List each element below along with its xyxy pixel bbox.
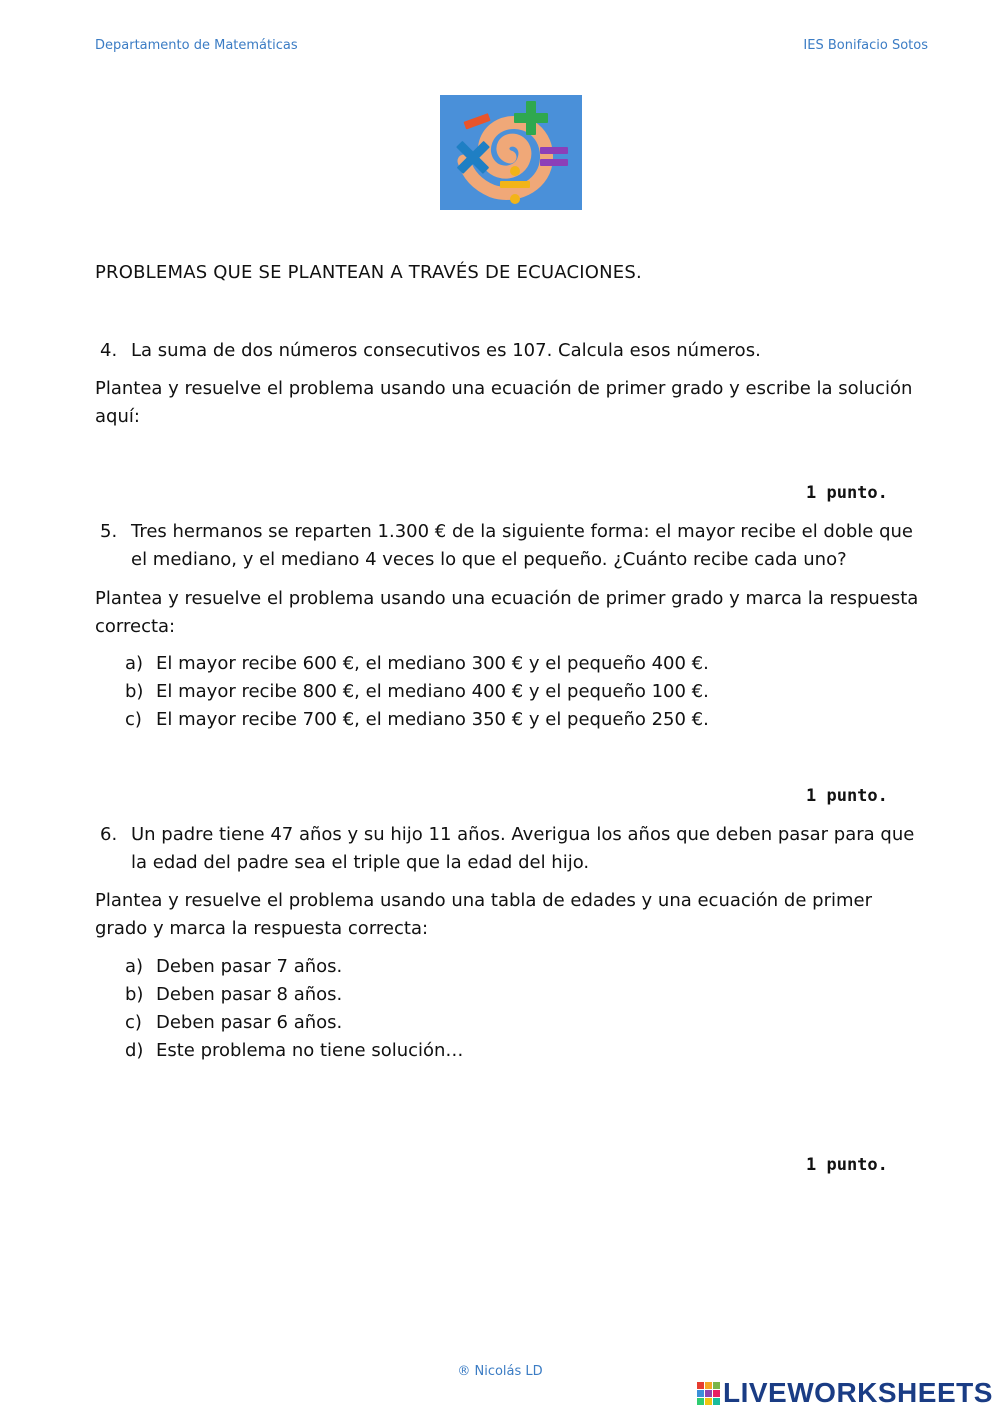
question-text: La suma de dos números consecutivos es 107. Calcula esos números. [131, 340, 761, 361]
logo-tile [697, 1382, 704, 1389]
question-text: Un padre tiene 47 años y su hijo 11 años. Averigua los años que deben pasar para que la edad del padre sea el triple que la edad del hijo. [131, 824, 915, 873]
question-number: 5. [100, 521, 118, 542]
footer-credit: ® Nicolás LD [457, 1364, 543, 1379]
option-text: El mayor recibe 700 €, el mediano 350 € y el pequeño 250 €. [156, 709, 709, 730]
question-4-points: 1 punto. [806, 483, 888, 503]
logo-tile [705, 1382, 712, 1389]
header-department: Departamento de Matemáticas [95, 38, 298, 53]
option-text: El mayor recibe 800 €, el mediano 400 € y el pequeño 100 €. [156, 681, 709, 702]
option-label: a) [125, 653, 144, 674]
option-d[interactable] [125, 1037, 925, 1065]
option-a[interactable] [125, 953, 925, 981]
option-label: c) [125, 709, 142, 730]
logo-tile [713, 1390, 720, 1397]
logo-tile [713, 1398, 720, 1405]
math-operations-logo [440, 95, 582, 210]
option-b[interactable] [125, 678, 925, 706]
question-5-options [125, 650, 925, 734]
question-text: Tres hermanos se reparten 1.300 € de la siguiente forma: el mayor recibe el doble que el mediano, y el mediano 4 veces lo que el pequeño. ¿Cuánto recibe cada uno? [131, 521, 913, 570]
option-text: Este problema no tiene solución… [156, 1040, 464, 1061]
question-number: 4. [100, 340, 118, 361]
question-6-instruction: Plantea y resuelve el problema usando una tabla de edades y una ecuación de primer grado y marca la respuesta correcta: [95, 890, 872, 939]
question-6 [100, 821, 928, 877]
question-6-options [125, 953, 925, 1065]
logo-tile [705, 1398, 712, 1405]
option-text: Deben pasar 7 años. [156, 956, 343, 977]
option-text: Deben pasar 6 años. [156, 1012, 343, 1033]
question-5 [100, 518, 928, 574]
question-6-points: 1 punto. [806, 1155, 888, 1175]
question-4 [100, 337, 928, 365]
option-c[interactable] [125, 1009, 925, 1037]
liveworksheets-wordmark: LIVEWORKSHEETS [723, 1377, 993, 1408]
option-label: b) [125, 984, 144, 1005]
option-label: c) [125, 1012, 142, 1033]
option-text: El mayor recibe 600 €, el mediano 300 € y el pequeño 400 €. [156, 653, 709, 674]
header-school: IES Bonifacio Sotos [803, 38, 928, 53]
question-5-points: 1 punto. [806, 786, 888, 806]
logo-tile [713, 1382, 720, 1389]
option-label: a) [125, 956, 144, 977]
question-4-instruction: Plantea y resuelve el problema usando una ecuación de primer grado y escribe la solución aquí: [95, 378, 913, 427]
option-b[interactable] [125, 981, 925, 1009]
option-label: d) [125, 1040, 144, 1061]
option-text: Deben pasar 8 años. [156, 984, 343, 1005]
page-title: PROBLEMAS QUE SE PLANTEAN A TRAVÉS DE ECUACIONES. [95, 262, 642, 283]
option-label: b) [125, 681, 144, 702]
liveworksheets-branding[interactable] [697, 1377, 993, 1409]
logo-tile [705, 1390, 712, 1397]
option-a[interactable] [125, 650, 925, 678]
logo-tile [697, 1398, 704, 1405]
question-number: 6. [100, 824, 118, 845]
logo-tile [697, 1390, 704, 1397]
option-c[interactable] [125, 706, 925, 734]
question-5-instruction: Plantea y resuelve el problema usando una ecuación de primer grado y marca la respuesta correcta: [95, 588, 919, 637]
liveworksheets-logo-icon [697, 1382, 720, 1405]
